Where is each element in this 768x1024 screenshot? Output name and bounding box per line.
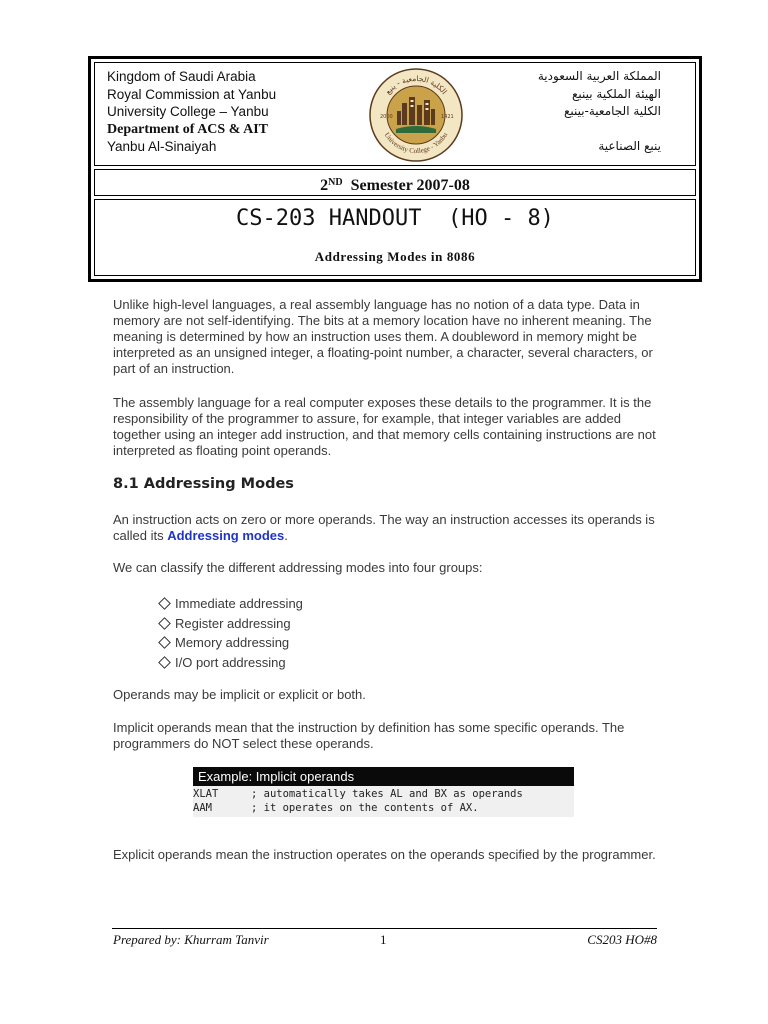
diamond-bullet-icon [158,617,171,630]
code-comment: ; automatically takes AL and BX as operands [251,788,523,800]
college-seal-logo [368,67,464,163]
arabic-address [538,68,661,156]
addressing-definition-paragraph [113,512,658,544]
arabic-college-line: الكلية الجامعية-بينبع [563,104,661,118]
example-code [193,786,574,817]
footer-divider [112,928,657,929]
college-line: University College – Yanbu [107,104,269,119]
classification-paragraph: We can classify the different addressing modes into four groups: [113,560,483,575]
footer-author: Prepared by: Khurram Tanvir [113,932,269,947]
operands-paragraph: Operands may be implicit or explicit or both. [113,687,366,702]
arabic-country-line: المملكة العربية السعودية [537,69,661,83]
list-item-label: Memory addressing [175,635,290,651]
semester-text: Semester 2007-08 [350,177,470,194]
footer-page-number: 1 [380,932,387,947]
code-instruction: XLAT [193,788,219,800]
location-line: Yanbu Al-Sinaiyah [107,139,217,154]
institution-block [94,62,696,166]
handout-title-box [94,199,696,276]
list-item [157,614,303,634]
footer-doc-id: CS203 HO#8 [587,932,657,947]
country-line: Kingdom of Saudi Arabia [107,69,256,84]
definition-end: . [284,528,288,543]
definition-text: An instruction acts on zero or more operands. The way an instruction accesses its operands is called its [113,512,655,543]
intro-paragraph: Unlike high-level languages, a real assembly language has no notion of a data type. Data in memory are not self-identifying. The bits at a memory location have no inherent meaning. The meaning is determined by how an instruction uses them. A doubleword in memory might be interpreted as an unsigned integer, a floating-point number, a character, several characters, or part of an instruction. [113,297,653,376]
code-line [193,787,574,801]
handout-subtitle: Addressing Modes in 8086 [314,249,476,264]
semester-ordinal: ND [328,177,343,188]
seal-english-text: University College - Yanbu [382,131,450,156]
diamond-bullet-icon [158,656,171,669]
diamond-bullet-icon [158,637,171,650]
code-comment: ; it operates on the contents of AX. [251,802,479,814]
implicit-example-box [193,767,574,817]
list-item [157,653,303,673]
code-line [193,801,574,815]
commission-line: Royal Commission at Yanbu [107,86,277,102]
seal-year-left: 2000 [380,114,393,120]
section-heading: 8.1 Addressing Modes [113,476,294,492]
addressing-modes-term: Addressing modes [167,528,285,543]
explicit-paragraph: Explicit operands mean the instruction operates on the operands specified by the programmer. [113,847,656,862]
arabic-commission-line: الهيئة الملكية بينبع [572,86,661,101]
implicit-paragraph: Implicit operands mean that the instruction by definition has some specific operands. The programmers do NOT select these operands. [113,720,625,751]
seal-year-right: 1421 [441,114,454,120]
semester-number: 2 [320,177,329,194]
list-item [157,633,303,653]
arabic-location-line: ينبع الصناعية [598,139,661,153]
list-item-label: Register addressing [175,615,291,631]
code-instruction: AAM [193,802,212,814]
exposure-paragraph: The assembly language for a real computer exposes these details to the programmer. It is the responsibility of the programmer to assure, for example, that integer variables are added together using an integer add instruction, and that memory cells containing instructions are not interpreted as floating point operands. [113,395,656,458]
list-item [157,594,303,614]
seal-arabic-text: الكلية الجامعية - ينبع [383,73,449,97]
example-title: Example: Implicit operands [193,767,574,786]
addressing-groups-list [157,594,303,672]
diamond-bullet-icon [158,597,171,610]
department-line: Department of ACS & AIT [107,121,268,137]
document-header [88,56,702,282]
semester-banner [94,169,696,196]
list-item-label: I/O port addressing [175,654,286,670]
english-address [107,68,276,156]
list-item-label: Immediate addressing [175,596,303,611]
handout-title: CS-203 HANDOUT (HO - 8) [236,206,554,231]
